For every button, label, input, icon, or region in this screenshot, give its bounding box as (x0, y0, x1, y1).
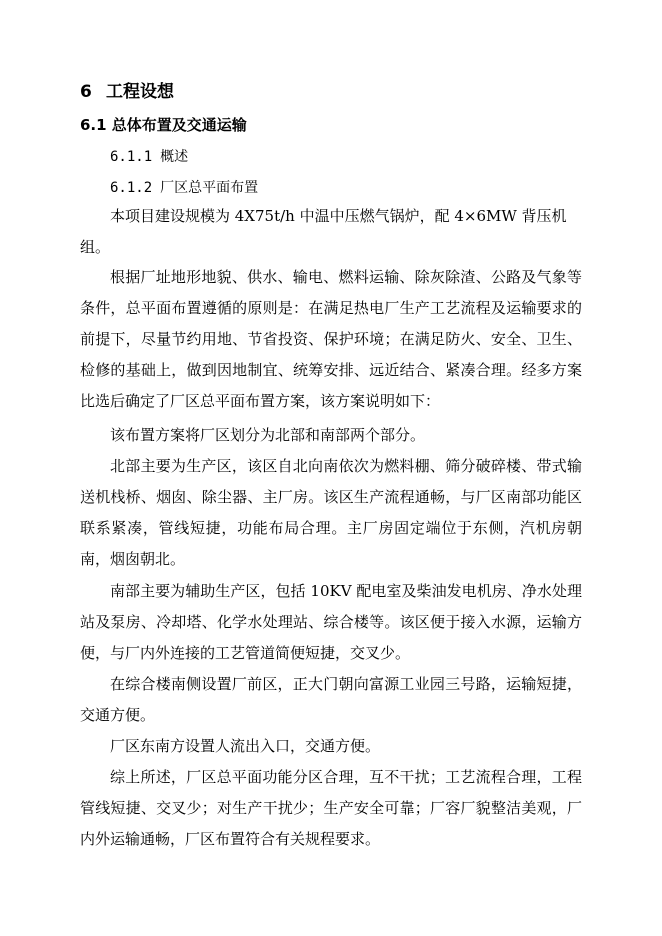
chapter-title: 工程设想 (106, 82, 174, 102)
subsection-heading (110, 177, 258, 197)
chapter-heading (80, 77, 174, 102)
subsection-number: 6.1.2 (110, 180, 153, 196)
subsection-number: 6.1.1 (110, 149, 153, 165)
paragraph: 北部主要为生产区，该区自北向南依次为燃料棚、筛分破碎楼、带式输送机栈桥、烟囱、除尘器、主厂房。该区生产流程通畅，与厂区南部功能区联系紧凑，管线短捷，功能布局合理。主厂房固定端位于东侧，汽机房朝南，烟囱朝北。 (80, 457, 582, 568)
paragraph: 厂区东南方设置人流出入口，交通方便。 (110, 737, 381, 755)
subsection-heading (110, 146, 188, 166)
paragraph: 综上所述，厂区总平面功能分区合理，互不干扰；工艺流程合理，工程管线短捷、交叉少；对生产干扰少；生产安全可靠；厂容厂貌整洁美观，厂内外运输通畅，厂区布置符合有关规程要求。 (80, 768, 582, 848)
paragraph: 南部主要为辅助生产区，包括 10KV 配电室及柴油发电机房、净水处理站及泵房、冷却塔、化学水处理站、综合楼等。该区便于接入水源，运输方便，与厂内外连接的工艺管道简便短捷，交叉少。 (80, 582, 582, 662)
paragraph: 根据厂址地形地貌、供水、输电、燃料运输、除灰除渣、公路及气象等条件，总平面布置遵循的原则是：在满足热电厂生产工艺流程及运输要求的前提下，尽量节约用地、节省投资、保护环境；在满足防火、安全、卫生、检修的基础上，做到因地制宜、统筹安排、远近结合、紧凑合理。经多方案比选后确定了厂区总平面布置方案，该方案说明如下： (80, 268, 582, 410)
paragraph: 在综合楼南侧设置厂前区，正大门朝向富源工业园三号路，运输短捷，交通方便。 (80, 675, 582, 724)
subsection-title: 概述 (160, 149, 189, 165)
paragraph: 该布置方案将厂区划分为北部和南部两个部分。 (110, 426, 426, 444)
subsection-title: 厂区总平面布置 (160, 180, 259, 196)
paragraph: 本项目建设规模为 4X75t/h 中温中压燃气锅炉，配 4×6MW 背压机组。 (80, 207, 567, 256)
chapter-number: 6 (80, 82, 92, 102)
section-heading: 6.1 总体布置及交通运输 (80, 116, 247, 134)
